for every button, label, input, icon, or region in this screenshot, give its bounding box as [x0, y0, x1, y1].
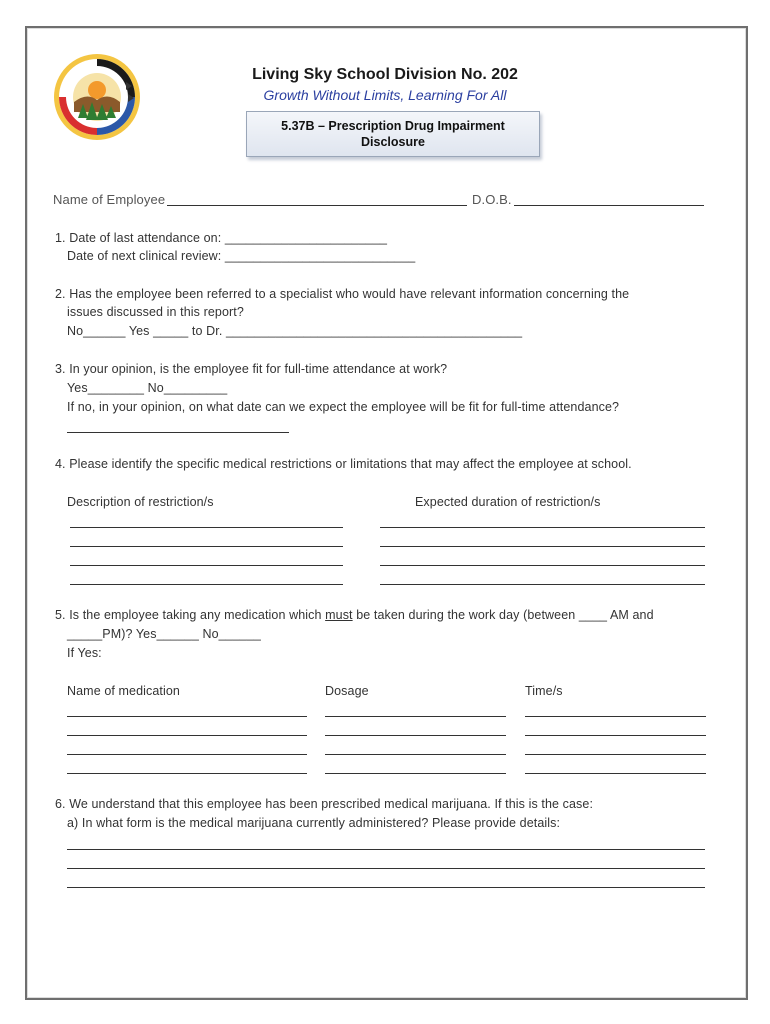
q6-details-field[interactable] [67, 887, 705, 888]
policy-title-line1: 5.37B – Prescription Drug Impairment [281, 119, 505, 133]
q5-dosage-field[interactable] [325, 773, 506, 774]
q4-duration-field[interactable] [380, 565, 705, 566]
q4-duration-field[interactable] [380, 584, 705, 585]
q6-statement: 6. We understand that this employee has been prescribed medical marijuana. If this is the case: [55, 797, 594, 811]
q4-duration-field[interactable] [380, 527, 705, 528]
q5-times-field[interactable] [525, 773, 706, 774]
q5-medication-field[interactable] [67, 735, 307, 736]
q3-yes-no: Yes________ No_________ [67, 381, 228, 395]
q5-medication-field[interactable] [67, 773, 307, 774]
q5-col-times: Time/s [525, 684, 563, 698]
q4-duration-field[interactable] [380, 546, 705, 547]
q4-col-duration: Expected duration of restriction/s [415, 495, 601, 509]
q2-question-cont: issues discussed in this report? [67, 305, 244, 319]
q5-question-end: be taken during the work day (between ____ AM and [352, 608, 654, 622]
q3-date-field[interactable] [67, 432, 289, 433]
q2-answer-line: No______ Yes _____ to Dr. __________________________________________ [67, 324, 523, 338]
q4-col-description: Description of restriction/s [67, 495, 214, 509]
division-tagline: Growth Without Limits, Learning For All [263, 87, 507, 103]
employee-name-field[interactable] [167, 205, 467, 206]
q1-last-attendance: 1. Date of last attendance on: _______________________ [55, 231, 388, 245]
q1-next-review: Date of next clinical review: ___________________________ [67, 249, 416, 263]
q3-date-question: If no, in your opinion, on what date can we expect the employee will be fit for full-time attendance? [67, 400, 620, 414]
q5-question-start: 5. Is the employee taking any medication which [55, 608, 326, 622]
q5-col-medication: Name of medication [67, 684, 180, 698]
q6-details-field[interactable] [67, 849, 705, 850]
q6-details-field[interactable] [67, 868, 705, 869]
q5-must-emphasis: must [325, 608, 353, 622]
q5-medication-field[interactable] [67, 754, 307, 755]
q5-dosage-field[interactable] [325, 754, 506, 755]
q5-times-field[interactable] [525, 754, 706, 755]
q5-dosage-field[interactable] [325, 735, 506, 736]
q4-question: 4. Please identify the specific medical restrictions or limitations that may affect the employee at school. [55, 457, 632, 471]
page-frame [25, 26, 748, 1000]
school-division-logo [52, 52, 142, 142]
q6-question-a: a) In what form is the medical marijuana currently administered? Please provide details: [67, 816, 561, 830]
q3-question: 3. In your opinion, is the employee fit for full-time attendance at work? [55, 362, 448, 376]
division-title: Living Sky School Division No. 202 [252, 66, 518, 83]
q4-description-field[interactable] [70, 546, 343, 547]
q4-description-field[interactable] [70, 527, 343, 528]
q2-question: 2. Has the employee been referred to a specialist who would have relevant information concerning the [55, 287, 630, 301]
policy-title-line2: Disclosure [361, 135, 425, 149]
policy-title-box [246, 111, 540, 157]
q5-pm-yes-no: _____PM)? Yes______ No______ [67, 627, 261, 641]
q4-description-field[interactable] [70, 565, 343, 566]
q5-dosage-field[interactable] [325, 716, 506, 717]
q5-question [55, 608, 654, 622]
q5-times-field[interactable] [525, 716, 706, 717]
q5-times-field[interactable] [525, 735, 706, 736]
dob-field[interactable] [514, 205, 704, 206]
q5-if-yes: If Yes: [67, 646, 102, 660]
q5-col-dosage: Dosage [325, 684, 369, 698]
q4-description-field[interactable] [70, 584, 343, 585]
employee-name-label: Name of Employee [53, 192, 166, 207]
q5-medication-field[interactable] [67, 716, 307, 717]
dob-label: D.O.B. [472, 192, 512, 207]
